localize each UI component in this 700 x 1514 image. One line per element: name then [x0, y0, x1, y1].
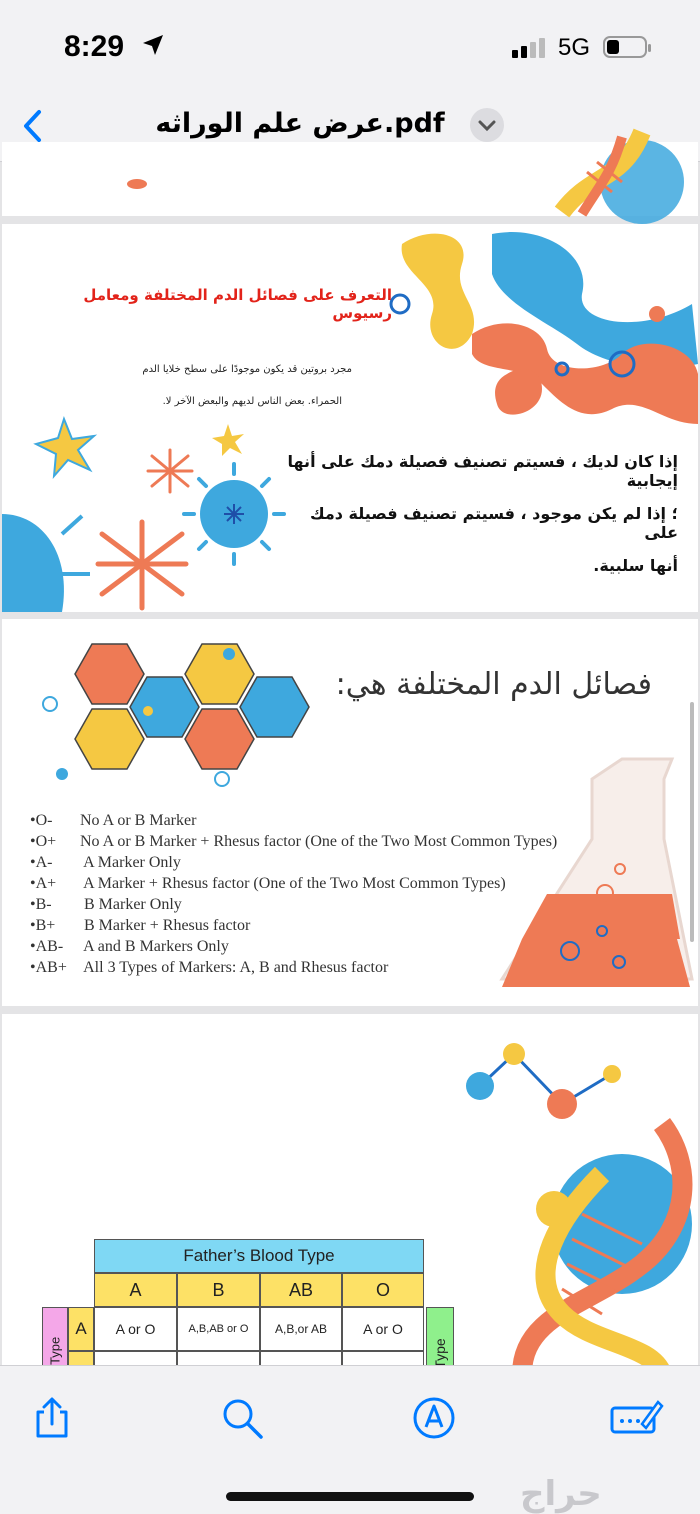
pdf-page-rhesus — [2, 224, 698, 612]
pdf-page-partial — [2, 142, 698, 216]
list-item: •O- No A or B Marker — [30, 812, 197, 829]
table-cell: A,B,or AB — [260, 1307, 342, 1351]
annotate-form-icon[interactable] — [608, 1394, 664, 1442]
location-arrow-icon — [140, 32, 166, 58]
list-item: •A+ A Marker + Rhesus factor (One of the Two Most Common Types) — [30, 875, 506, 892]
dna-decoration — [2, 142, 698, 216]
column-header: B — [177, 1273, 260, 1307]
battery-icon — [603, 36, 647, 58]
pdf-viewer[interactable] — [0, 162, 700, 1365]
molecule-decoration — [2, 224, 698, 612]
list-item: •A- A Marker Only — [30, 854, 181, 871]
slide-title: التعرف على فصائل الدم المختلفة ومعامل رسيوس — [83, 286, 392, 322]
slide-text-body: أنها سلبية. — [593, 556, 678, 575]
list-item: •B+ B Marker + Rhesus factor — [30, 917, 251, 934]
status-time: 8:29 — [64, 30, 125, 63]
list-item: •AB- A and B Markers Only — [30, 938, 229, 955]
share-icon[interactable] — [28, 1394, 76, 1442]
column-header: O — [342, 1273, 424, 1307]
row-header: A — [68, 1307, 94, 1351]
column-header: A — [94, 1273, 177, 1307]
list-item: •O+ No A or B Marker + Rhesus factor (One of the Two Most Common Types) — [30, 833, 558, 850]
slide-text-body: إذا كان لديك ، فسيتم تصنيف فصيلة دمك على أنها إيجابية — [287, 452, 678, 490]
pdf-page-inheritance-table — [2, 1014, 698, 1374]
back-chevron-icon[interactable] — [14, 106, 54, 146]
markup-pen-icon[interactable] — [410, 1394, 458, 1442]
document-title[interactable]: عرض علم الوراثه.pdf — [155, 108, 445, 139]
list-item: •B- B Marker Only — [30, 896, 182, 913]
status-bar — [0, 0, 700, 92]
slide-text-small: الحمراء. بعض الناس لديهم والبعض الآخر لا. — [162, 396, 342, 407]
table-cell: A or O — [342, 1307, 424, 1351]
slide-text-small: مجرد بروتين قد يكون موجودًا على سطح خلايا الدم — [142, 364, 352, 375]
father-header: Father’s Blood Type — [94, 1239, 424, 1273]
cellular-signal-icon — [512, 38, 548, 58]
scroll-indicator[interactable] — [690, 702, 694, 942]
chevron-down-icon[interactable] — [470, 108, 504, 142]
home-indicator[interactable] — [226, 1492, 474, 1501]
column-header: AB — [260, 1273, 342, 1307]
search-icon[interactable] — [218, 1394, 266, 1442]
slide-text-body: ؛ إذا لم يكن موجود ، فسيتم تصنيف فصيلة دمك على — [309, 504, 678, 542]
table-cell: A or O — [94, 1307, 177, 1351]
list-item: •AB+ All 3 Types of Markers: A, B and Rhesus factor — [30, 959, 389, 976]
bottom-toolbar — [0, 1365, 700, 1514]
slide-heading: فصائل الدم المختلفة هي: — [335, 667, 652, 702]
table-cell: A,B,AB or O — [177, 1307, 260, 1351]
blood-type-list — [30, 812, 610, 980]
watermark: حراج — [520, 1474, 602, 1514]
pdf-page-blood-types — [2, 619, 698, 1006]
network-type: 5G — [558, 34, 591, 61]
